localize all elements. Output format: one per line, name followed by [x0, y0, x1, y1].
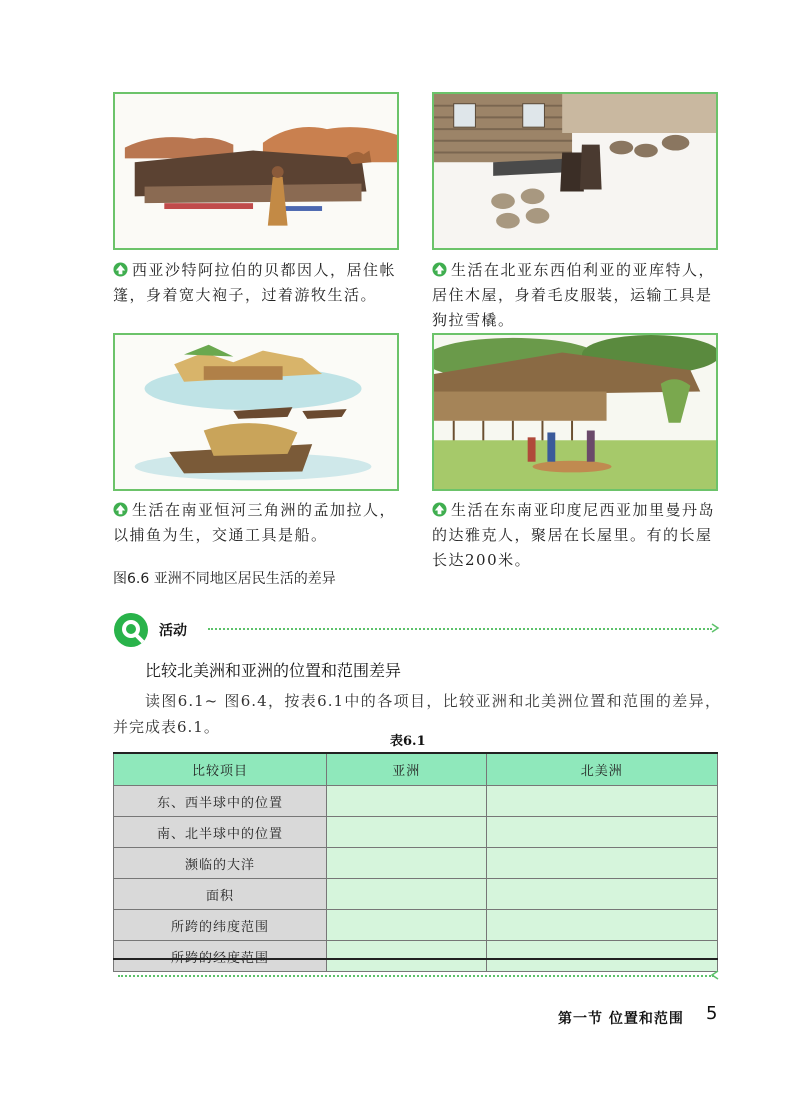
table-row — [114, 879, 718, 910]
north-america-cell[interactable] — [486, 910, 718, 941]
figure-dayak-longhouse — [432, 333, 718, 491]
table-header: 北美洲 — [486, 753, 718, 786]
asia-cell[interactable] — [327, 817, 487, 848]
asia-cell[interactable] — [327, 786, 487, 817]
north-america-cell[interactable] — [486, 848, 718, 879]
asia-cell[interactable] — [327, 941, 487, 972]
table-bottom-rule — [113, 958, 718, 960]
up-arrow-icon — [113, 262, 128, 277]
activity-heading: 比较北美洲和亚洲的位置和范围差异 — [145, 661, 402, 680]
caption-dayak: 生活在东南亚印度尼西亚加里曼丹岛的达雅克人，聚居在长屋里。有的长屋长达200米。 — [432, 501, 716, 569]
chevron-left-icon — [710, 970, 720, 980]
asia-cell[interactable] — [327, 910, 487, 941]
north-america-cell[interactable] — [486, 941, 718, 972]
row-label — [114, 941, 327, 972]
table-row — [114, 848, 718, 879]
activity-instruction: 读图6.1~ 图6.4，按表6.1中的各项目，比较亚洲和北美洲位置和范围的差异，并完成表6.1。 — [113, 692, 721, 736]
figure-bedouin-tent — [113, 92, 399, 250]
asia-cell[interactable] — [327, 879, 487, 910]
caption-bengali: 生活在南亚恒河三角洲的孟加拉人，以捕鱼为生，交通工具是船。 — [113, 501, 397, 544]
up-arrow-icon — [432, 502, 447, 517]
table-row — [114, 817, 718, 848]
up-arrow-icon — [113, 502, 128, 517]
row-label: 南、北半球中的位置 — [114, 817, 327, 848]
activity-divider-bottom — [118, 975, 714, 977]
table-header-row — [114, 753, 718, 786]
table-header: 比较项目 — [114, 753, 327, 786]
north-america-cell[interactable] — [486, 817, 718, 848]
activity-icon — [113, 612, 149, 648]
figure-title: 图6.6 亚洲不同地区居民生活的差异 — [113, 571, 336, 587]
table-row — [114, 941, 718, 972]
activity-divider-top — [208, 628, 712, 630]
section-footer: 第一节 位置和范围 — [558, 1011, 684, 1027]
chevron-right-icon — [710, 623, 720, 633]
table-row — [114, 910, 718, 941]
figure-bengali-boats — [113, 333, 399, 491]
north-america-cell[interactable] — [486, 879, 718, 910]
row-label: 面积 — [114, 879, 327, 910]
row-label: 所跨的纬度范围 — [114, 910, 327, 941]
caption-yakut: 生活在北亚东西伯利亚的亚库特人，居住木屋，身着毛皮服装，运输工具是狗拉雪橇。 — [432, 261, 716, 329]
up-arrow-icon — [432, 262, 447, 277]
figure-yakut-log-house — [432, 92, 718, 250]
asia-cell[interactable] — [327, 848, 487, 879]
page-number: 5 — [706, 1003, 718, 1024]
caption-bedouin: 西亚沙特阿拉伯的贝都因人，居住帐篷，身着宽大袍子，过着游牧生活。 — [113, 261, 397, 304]
north-america-cell[interactable] — [486, 786, 718, 817]
table-row — [114, 786, 718, 817]
table-header: 亚洲 — [327, 753, 487, 786]
comparison-table — [113, 752, 718, 972]
table-caption: 表6.1 — [390, 734, 426, 749]
row-label: 东、西半球中的位置 — [114, 786, 327, 817]
table-top-rule — [113, 752, 718, 754]
row-label: 濒临的大洋 — [114, 848, 327, 879]
activity-label: 活动 — [159, 623, 187, 639]
